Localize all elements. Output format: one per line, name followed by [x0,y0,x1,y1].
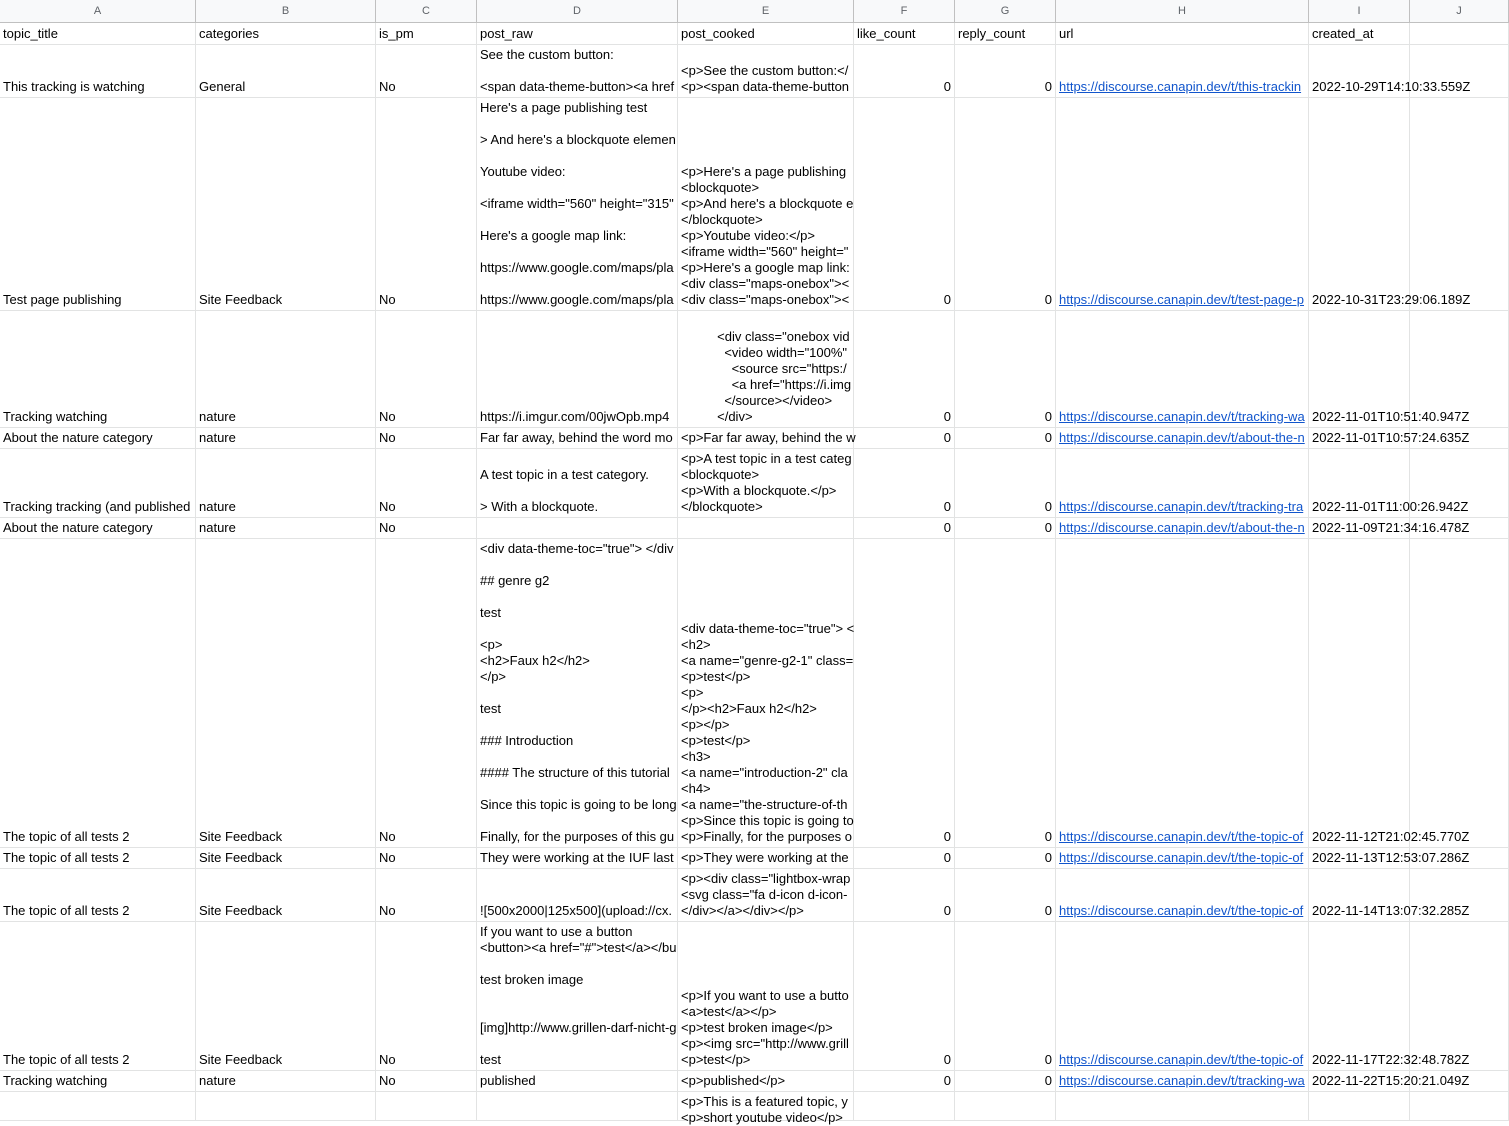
header-cell-b[interactable] [196,23,376,45]
table-cell-text: <div class="onebox vid <video width="100%" <source src="https:/ <a href="https://i.img </source></video> </div> [717,329,852,424]
table-cell[interactable] [854,428,955,449]
table-cell-text: No [379,1073,396,1088]
table-cell[interactable] [0,518,196,539]
table-cell-text: 0 [943,829,951,844]
table-cell-text: ![500x2000|125x500](upload://cx. [480,903,673,918]
header-cell-b-text: categories [199,26,259,41]
table-cell-text: No [379,850,396,865]
table-cell[interactable] [1309,449,1469,518]
table-cell-text: Far far away, behind the word mo [480,430,673,445]
table-cell-text: No [379,79,396,94]
table-cell[interactable] [376,428,477,449]
table-cell-text: <div data-theme-toc="true"> < <h2> <a name="genre-g2-1" class= <p>test</p> <p> </p><h2>Faux h2</h2> <p></p> <p>test</p> <h3> <a name="introduction-2" cla <h4> <a name="the-structure-of-th <p>Since this topic is going to <p>Finally, for the purposes o [681,621,855,844]
table-cell-text: https://discourse.canapin.dev/t/the-topic-of [1059,850,1304,865]
header-cell-h-text: url [1059,26,1074,41]
table-cell-text: <p>This is a featured topic, y <p>short youtube video</p> [681,1094,848,1125]
table-cell-text: https://discourse.canapin.dev/t/the-topic-of [1059,1052,1304,1067]
table-cell[interactable] [196,428,376,449]
table-cell[interactable] [0,1092,196,1121]
table-cell-text: 0 [1044,409,1052,424]
table-cell[interactable] [678,1092,854,1125]
table-cell-text: 2022-11-14T13:07:32.285Z [1312,903,1470,918]
table-cell-text: Site Feedback [199,850,283,865]
table-cell[interactable] [0,539,196,848]
table-cell-text: No [379,499,396,514]
table-cell-text: https://discourse.canapin.dev/t/tracking-wa [1059,409,1305,424]
table-cell[interactable] [854,869,955,922]
table-cell[interactable] [1309,428,1470,449]
table-cell-text: 2022-10-31T23:29:06.189Z [1312,292,1471,307]
table-cell-text: Site Feedback [199,292,283,307]
table-cell[interactable] [376,518,477,539]
table-cell-text: <p>If you want to use a butto <a>test</a></p> <p>test broken image</p> <p><img src="http://www.grill <p>test</p> [681,988,849,1067]
table-cell-text: A test topic in a test category. > With a blockquote. [480,467,649,514]
table-cell-text: <p><div class="lightbox-wrap <svg class="fa d-icon d-icon- </div></a></div></p> [681,871,851,918]
table-cell-text: <p>Here's a page publishing <blockquote> <p>And here's a blockquote e </blockquote> <p>Youtube video:</p> <iframe width="560" height=" <p>Here's a google map link: <div class="maps-onebox">< <div class="maps-onebox">< [681,164,854,307]
table-cell[interactable] [1309,1092,1410,1121]
table-cell-text: 0 [943,1073,951,1088]
table-cell-text: Site Feedback [199,829,283,844]
table-cell-text: No [379,292,396,307]
table-cell-text: 0 [1044,292,1052,307]
table-cell[interactable] [678,922,854,1071]
table-cell-text: 0 [943,409,951,424]
table-cell[interactable] [1309,45,1471,98]
table-cell[interactable] [1309,539,1470,848]
table-cell[interactable] [678,449,854,518]
table-cell[interactable] [196,98,376,311]
table-cell-text: https://discourse.canapin.dev/t/about-the-n [1059,520,1305,535]
table-cell[interactable] [477,45,678,98]
table-cell[interactable] [955,922,1056,1071]
table-cell-text: published [480,1073,536,1088]
table-cell[interactable] [1410,98,1509,311]
table-cell[interactable] [196,848,376,869]
table-cell-text: <p>published</p> [681,1073,786,1088]
table-cell-text: https://discourse.canapin.dev/t/tracking-wa [1059,1073,1305,1088]
table-cell[interactable] [678,869,854,922]
table-cell-text: No [379,430,396,445]
table-cell[interactable] [196,922,376,1071]
header-cell-i[interactable] [1309,23,1410,45]
table-cell[interactable] [854,98,955,311]
table-cell[interactable] [1309,869,1470,922]
header-cell-j[interactable] [1410,23,1509,45]
table-cell[interactable] [1056,428,1309,449]
table-cell[interactable] [1410,1092,1509,1121]
header-cell-c[interactable] [376,23,477,45]
table-cell[interactable] [1056,518,1309,539]
table-cell[interactable] [477,869,678,922]
table-cell-text: 0 [943,903,951,918]
table-cell[interactable] [1410,428,1509,449]
header-cell-i-text: created_at [1312,26,1374,41]
table-cell[interactable] [1309,848,1470,869]
table-cell-text: https://discourse.canapin.dev/t/tracking-tra [1059,499,1304,514]
table-cell[interactable] [1410,311,1509,428]
table-cell[interactable] [955,449,1056,518]
table-cell-text: <p>See the custom button:</ <p><span data-theme-button [681,63,850,94]
table-cell[interactable] [0,922,196,1071]
table-cell[interactable] [196,1092,376,1121]
table-cell[interactable] [376,848,477,869]
header-cell-d[interactable] [477,23,678,45]
table-cell[interactable] [1309,1071,1470,1092]
table-cell[interactable] [196,518,376,539]
table-cell[interactable] [678,1071,854,1092]
table-cell-text: 2022-11-01T10:57:24.635Z [1312,430,1470,445]
table-cell-text: About the nature category [3,520,153,535]
table-cell[interactable] [1056,1092,1309,1121]
table-cell-text: This tracking is watching [3,79,145,94]
table-cell-text: No [379,520,396,535]
table-cell[interactable] [955,518,1056,539]
table-cell[interactable] [955,1092,1056,1121]
table-cell-text: 0 [943,79,951,94]
table-cell-text: 2022-11-09T21:34:16.478Z [1312,520,1470,535]
table-cell-text: If you want to use a button <button><a href="#">test</a></bu test broken image [img]http://www.grillen-darf-nicht-g test [480,924,677,1067]
table-cell-text: 2022-11-12T21:02:45.770Z [1312,829,1470,844]
column-header-j[interactable]: J [1410,0,1509,23]
table-cell[interactable] [1056,848,1309,869]
column-header-g[interactable]: G [955,0,1056,23]
table-cell[interactable] [376,1071,477,1092]
header-cell-a-text: topic_title [3,26,58,41]
table-cell[interactable] [196,45,376,98]
table-cell[interactable] [0,869,196,922]
header-cell-g-text: reply_count [958,26,1026,41]
table-cell[interactable] [0,98,196,311]
table-cell[interactable] [477,449,678,518]
table-cell-text: 0 [1044,1073,1052,1088]
table-cell[interactable] [854,449,955,518]
table-cell-text: nature [199,499,236,514]
table-cell-text: https://discourse.canapin.dev/t/test-page-p [1059,292,1304,307]
table-cell-text: Site Feedback [199,903,283,918]
table-cell-text: 0 [1044,1052,1052,1067]
column-header-i[interactable]: I [1309,0,1410,23]
table-cell[interactable] [955,1071,1056,1092]
table-cell[interactable] [854,848,955,869]
table-cell[interactable] [678,311,854,428]
table-cell-text: nature [199,520,236,535]
table-cell-text: <p>They were working at the [681,850,849,865]
table-cell-text: The topic of all tests 2 [3,1052,130,1067]
table-cell[interactable] [1056,449,1309,518]
table-cell-text: 0 [1044,850,1052,865]
table-cell[interactable] [376,45,477,98]
table-cell[interactable] [376,869,477,922]
header-cell-c-text: is_pm [379,26,414,41]
table-cell[interactable] [1309,922,1470,1071]
table-cell[interactable] [854,922,955,1071]
table-cell-text: https://discourse.canapin.dev/t/the-topic-of [1059,903,1304,918]
table-cell[interactable] [678,45,854,98]
table-cell-text: 2022-10-29T14:10:33.559Z [1312,79,1471,94]
table-cell[interactable] [1056,1071,1309,1092]
table-cell-text: 2022-11-22T15:20:21.049Z [1312,1073,1470,1088]
table-cell-text: https://discourse.canapin.dev/t/this-trackin [1059,79,1302,94]
table-cell[interactable] [477,848,678,869]
table-cell[interactable] [854,45,955,98]
table-cell-text: 0 [1044,829,1052,844]
table-cell[interactable] [1410,518,1509,539]
table-cell-text: 0 [1044,520,1052,535]
table-cell[interactable] [955,869,1056,922]
column-header-b[interactable]: B [196,0,376,23]
table-cell-text: 0 [943,499,951,514]
table-cell[interactable] [1309,311,1470,428]
table-cell[interactable] [955,428,1056,449]
table-cell[interactable] [854,539,955,848]
table-cell-text: Tracking tracking (and published [3,499,191,514]
table-cell[interactable] [854,518,955,539]
table-cell[interactable] [1410,922,1509,1071]
table-cell-text: 2022-11-01T10:51:40.947Z [1312,409,1470,424]
table-cell[interactable] [477,1071,678,1092]
table-cell-text: 0 [1044,79,1052,94]
table-cell[interactable] [0,428,196,449]
table-cell[interactable] [477,1092,678,1121]
table-cell-text: Tracking watching [3,1073,108,1088]
header-cell-a[interactable] [0,23,196,45]
table-cell[interactable] [477,98,678,311]
column-header-a[interactable]: A [0,0,196,23]
table-cell-text: <p>A test topic in a test categ <blockquote> <p>With a blockquote.</p> </blockquote> [681,451,852,514]
table-cell-text: About the nature category [3,430,153,445]
column-header-c[interactable]: C [376,0,477,23]
table-cell[interactable] [1309,98,1471,311]
table-cell[interactable] [1410,45,1509,98]
table-cell[interactable] [376,311,477,428]
table-cell-text: 2022-11-01T11:00:26.942Z [1312,499,1469,514]
table-cell-text: No [379,409,396,424]
table-cell[interactable] [1056,539,1309,848]
header-cell-e-text: post_cooked [681,26,755,41]
table-cell[interactable] [196,869,376,922]
table-cell[interactable] [0,848,196,869]
table-cell-text: Site Feedback [199,1052,283,1067]
header-cell-f[interactable] [854,23,955,45]
table-cell[interactable] [955,539,1056,848]
header-cell-h[interactable] [1056,23,1309,45]
table-cell-text: 0 [943,1052,951,1067]
table-cell-text: 0 [943,850,951,865]
table-cell[interactable] [477,428,678,449]
table-cell-text: Test page publishing [3,292,122,307]
table-cell[interactable] [854,311,955,428]
table-cell[interactable] [1056,311,1309,428]
column-header-f[interactable]: F [854,0,955,23]
table-cell[interactable] [1410,869,1509,922]
table-cell[interactable] [196,449,376,518]
table-cell[interactable] [376,449,477,518]
table-cell[interactable] [1410,1071,1509,1092]
table-cell[interactable] [376,98,477,311]
table-cell-text: https://discourse.canapin.dev/t/the-topic-of [1059,829,1304,844]
table-cell[interactable] [955,311,1056,428]
table-cell-text: nature [199,430,236,445]
table-cell-text: 0 [943,520,951,535]
table-cell-text: nature [199,409,236,424]
table-cell[interactable] [1410,539,1509,848]
table-cell[interactable] [678,428,854,449]
column-header-e[interactable]: E [678,0,854,23]
table-cell[interactable] [477,922,678,1071]
table-cell[interactable] [955,848,1056,869]
table-cell[interactable] [0,1071,196,1092]
column-header-h[interactable]: H [1056,0,1309,23]
table-cell[interactable] [477,539,678,848]
table-cell[interactable] [0,449,196,518]
table-cell[interactable] [196,311,376,428]
table-cell-text: No [379,1052,396,1067]
table-cell[interactable] [1056,98,1309,311]
table-cell[interactable] [196,1071,376,1092]
table-cell[interactable] [1410,848,1509,869]
table-cell[interactable] [0,311,196,428]
table-cell[interactable] [678,518,854,539]
table-cell[interactable] [678,98,854,311]
table-cell[interactable] [0,45,196,98]
table-cell-text: nature [199,1073,236,1088]
table-cell[interactable] [678,848,854,869]
table-cell-text: The topic of all tests 2 [3,850,130,865]
table-cell-text: 0 [1044,903,1052,918]
table-cell-text: General [199,79,246,94]
table-cell-text: 0 [943,292,951,307]
table-cell-text: 0 [1044,430,1052,445]
table-cell-text: The topic of all tests 2 [3,903,130,918]
header-cell-g[interactable] [955,23,1056,45]
table-cell-text: https://i.imgur.com/00jwOpb.mp4 [480,409,670,424]
table-cell[interactable] [1056,45,1309,98]
table-cell[interactable] [854,1092,955,1121]
table-cell-text: 2022-11-13T12:53:07.286Z [1312,850,1470,865]
table-cell[interactable] [477,518,678,539]
table-cell[interactable] [1056,869,1309,922]
table-cell[interactable] [678,539,854,848]
table-cell[interactable] [854,1071,955,1092]
table-cell[interactable] [955,45,1056,98]
table-cell-text: No [379,829,396,844]
table-cell-text: Here's a page publishing test > And here's a blockquote elemen Youtube video: <iframe width="560" height="315" Here's a google map link: https://www.google.com/maps/pla https://www.google.com/maps/pla [480,100,676,307]
table-cell-text: <div data-theme-toc="true"> </div ## genre g2 test <p> <h2>Faux h2</h2> </p> test ### Introduction #### The structure of this tutorial Since this topic is going to be long Finally, for the purposes of this gu [480,541,677,844]
table-cell-text: https://discourse.canapin.dev/t/about-the-n [1059,430,1305,445]
table-cell[interactable] [477,311,678,428]
table-cell-text: Tracking watching [3,409,108,424]
table-cell[interactable] [376,539,477,848]
header-cell-e[interactable] [678,23,854,45]
table-cell-text: They were working at the IUF last [480,850,674,865]
header-cell-f-text: like_count [857,26,916,41]
table-cell-text: 0 [943,430,951,445]
table-cell-text: The topic of all tests 2 [3,829,130,844]
header-cell-d-text: post_raw [480,26,533,41]
table-cell[interactable] [955,98,1056,311]
table-cell-text: 2022-11-17T22:32:48.782Z [1312,1052,1470,1067]
table-cell[interactable] [196,539,376,848]
table-cell[interactable] [1309,518,1470,539]
table-cell-text: <p>Far far away, behind the w [681,430,856,445]
table-cell-text: 0 [1044,499,1052,514]
column-header-d[interactable]: D [477,0,678,23]
table-cell-text: See the custom button: <span data-theme-button><a href [480,47,675,94]
table-cell[interactable] [376,922,477,1071]
table-cell[interactable] [376,1092,477,1121]
table-cell[interactable] [1410,449,1509,518]
table-cell[interactable] [1056,922,1309,1071]
table-cell-text: No [379,903,396,918]
